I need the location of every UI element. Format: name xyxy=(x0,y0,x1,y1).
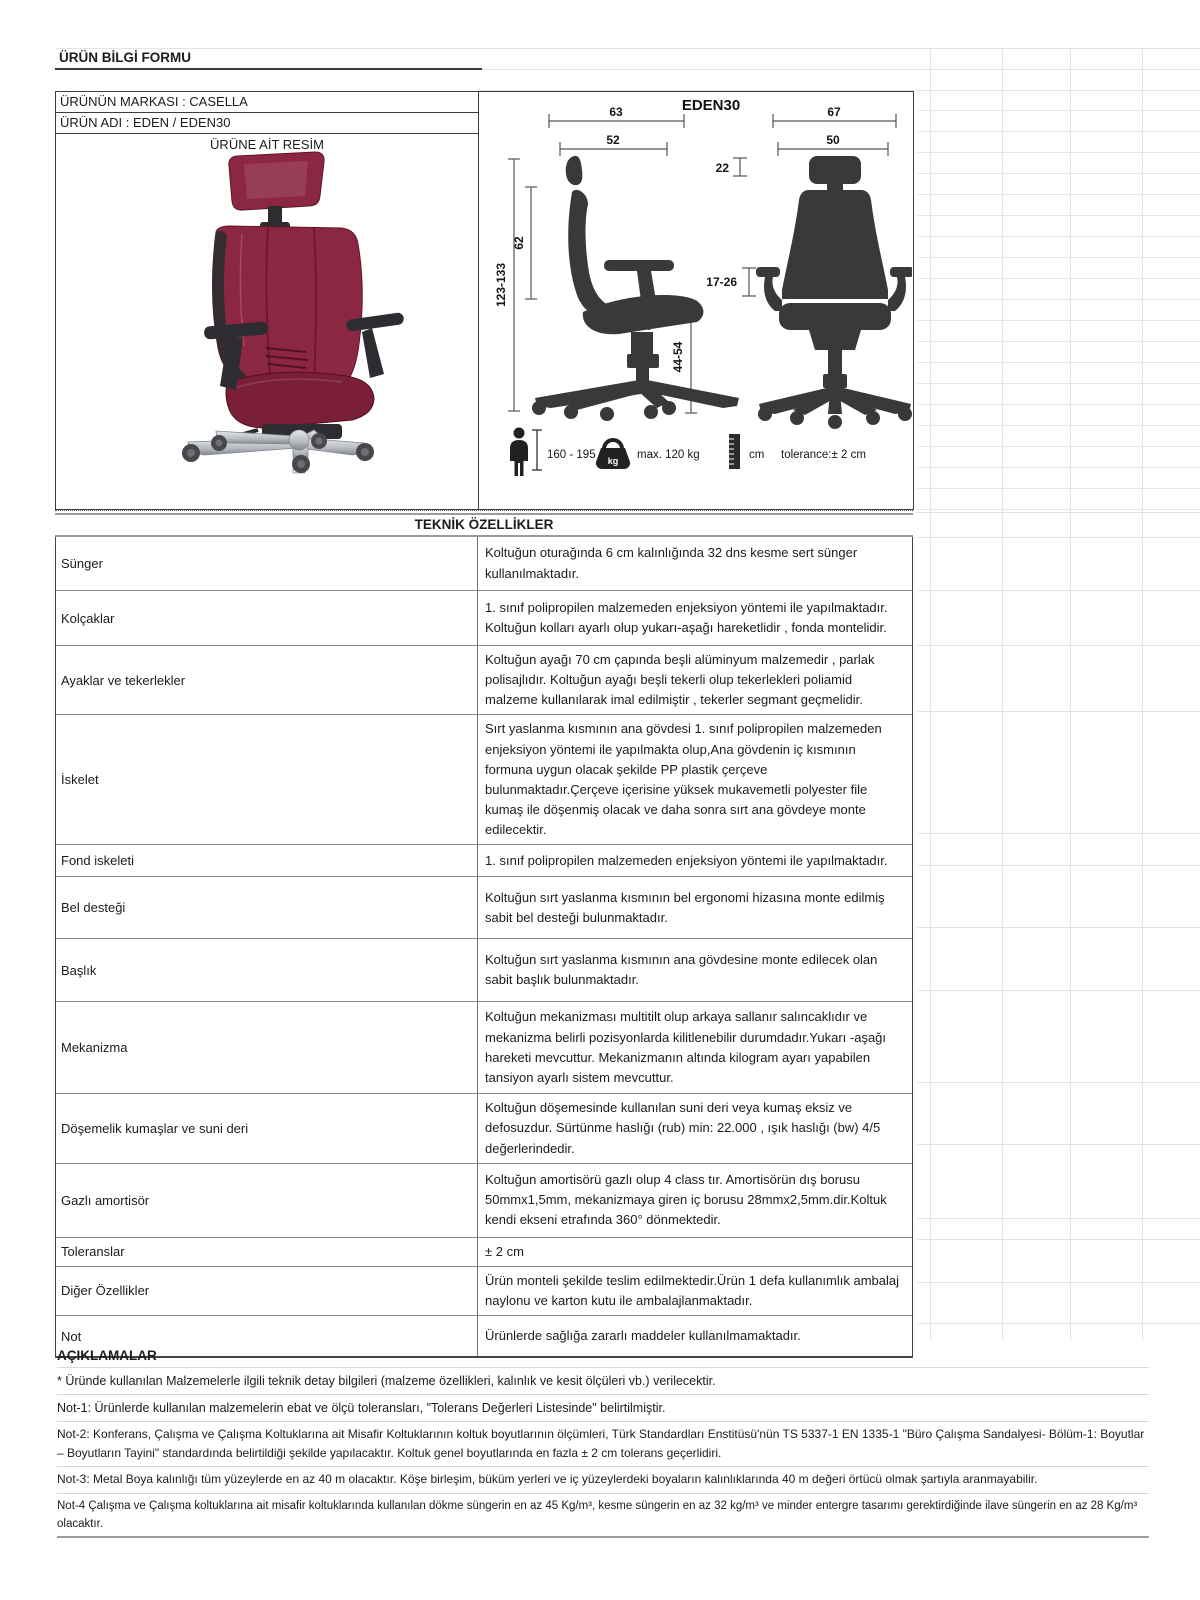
person-height-range: 160 - 195 xyxy=(546,449,596,461)
grid-line xyxy=(917,537,1200,538)
tolerance-label: tolerance:± 2 cm xyxy=(780,449,866,461)
notes-title: AÇIKLAMALAR xyxy=(57,1345,1149,1368)
weight-kg-label: kg xyxy=(607,456,618,466)
grid-line xyxy=(478,69,1200,70)
spec-value: Ürünlerde sağlığa zararlı maddeler kullanılmamaktadır. xyxy=(477,1316,912,1356)
spec-value: Koltuğun sırt yaslanma kısmının bel ergonomi hizasına monte edilmiş sabit bel desteği bulunmaktadır. xyxy=(477,877,912,938)
spec-label: Döşemelik kumaşlar ve suni deri xyxy=(61,1120,249,1136)
table-row xyxy=(56,1001,912,1093)
grid-line xyxy=(917,645,1200,646)
person-height-icon xyxy=(510,428,528,477)
dim-front-inner-width: 50 xyxy=(825,133,840,147)
spec-label: Gazlı amortisör xyxy=(61,1192,150,1208)
grid-line xyxy=(917,1323,1200,1324)
spec-value: Koltuğun ayağı 70 cm çapında beşli alüminyum malzemedir , parlak polisajlıdır. Koltuğun ayağı beşli tekerli olup tekerlekleri poliamid malzeme kullanılarak imal edilmiştir , tekerler segmant geçmelidir. xyxy=(477,646,912,714)
dim-side-inner-width: 52 xyxy=(605,133,620,147)
dim-armrest-height: 17-26 xyxy=(705,275,737,289)
form-title: ÜRÜN BİLGİ FORMU xyxy=(55,48,482,70)
grid-line xyxy=(917,865,1200,866)
spec-table xyxy=(55,513,913,1358)
seat-cushion xyxy=(226,372,374,428)
note-item: * Üründe kullanılan Malzemelerle ilgili teknik detay bilgileri (malzeme özellikleri, kalınlık ve kesit ölçüleri vb.) verilecektir. xyxy=(57,1368,1149,1395)
dim-front-outer-width: 67 xyxy=(826,105,841,119)
grid-line xyxy=(917,990,1200,991)
spec-value: Koltuğun sırt yaslanma kısmının ana gövdesine monte edilecek olan sabit başlık bulunmaktadır. xyxy=(477,939,912,1001)
spec-value: Koltuğun oturağında 6 cm kalınlığında 32 dns kesme sert sünger kullanılmaktadır. xyxy=(477,537,912,590)
spec-label: Bel desteği xyxy=(61,900,126,916)
dim-seat-height: 44-54 xyxy=(670,341,685,373)
table-row xyxy=(56,844,912,876)
image-caption: ÜRÜNE AİT RESİM xyxy=(210,137,324,152)
table-row xyxy=(56,1093,912,1162)
spec-label: Başlık xyxy=(61,962,97,978)
grid-area xyxy=(917,90,1200,511)
spec-value: Koltuğun döşemesinde kullanılan suni deri veya kumaş eksiz ve defosuzdur. Sürtünme haslığı (rub) min: 22.000 , ışık haslığı (bw) 4/5 değerlerindedir. xyxy=(477,1094,912,1162)
table-row xyxy=(56,590,912,645)
max-weight-label: max. 120 kg xyxy=(636,449,700,461)
grid-line xyxy=(1070,48,1071,1340)
table-row xyxy=(56,537,912,590)
dotted-separator xyxy=(55,510,913,511)
grid-line xyxy=(917,833,1200,834)
table-row xyxy=(56,1237,912,1266)
note-item: Not-2: Konferans, Çalışma ve Çalışma Koltuklarına ait Misafir Koltuklarının koltuk boyutlarının ölçümleri, Türk Standardları Enstitüsü'nün TS 5337-1 EN 1335-1 "Büro Çalışma Sandalyesi- Bölüm-1: Boyutlar – Boyutların Tayini" standardında belirtildiği şekilde yapılacaktır. Koltuk genel boyutlarında en fazla ± 2 cm tolerans geçerlidiri. xyxy=(57,1422,1149,1467)
spec-label: Mekanizma xyxy=(61,1040,128,1056)
front-view-silhouette xyxy=(756,156,912,429)
dimension-diagram-box xyxy=(478,91,914,510)
dimension-lines-horizontal xyxy=(549,114,896,156)
notes-section xyxy=(57,1345,1149,1538)
ruler-icon xyxy=(729,434,740,469)
spec-label: Ayaklar ve tekerlekler xyxy=(61,672,186,688)
table-row xyxy=(56,1266,912,1315)
spec-value: Koltuğun amortisörü gazlı olup 4 class tır. Amortisörün dış borusu 50mmx1,5mm, mekanizmaya giren iç borusu 28mmx2,5mm.dir.Koltuk kendi ekseni etrafında 360° dönmektedir. xyxy=(477,1164,912,1237)
grid-line xyxy=(917,1239,1200,1240)
grid-line xyxy=(917,512,1200,513)
spec-table-body xyxy=(55,537,913,1358)
person-height-line xyxy=(532,430,542,470)
note-item: Not-3: Metal Boya kalınlığı tüm yüzeylerde en az 40 m olacaktır. Köşe birleşim, büküm yerleri ve iç yüzeylerdeki boyaların kalınlıklarında 40 m değeri örtücü olmak şartıyla aranmayabilir. xyxy=(57,1467,1149,1493)
spec-value: 1. sınıf polipropilen malzemeden enjeksiyon yöntemi ile yapılmaktadır. xyxy=(477,845,912,876)
grid-line xyxy=(1142,48,1143,1340)
spec-value: Sırt yaslanma kısmının ana gövdesi 1. sınıf polipropilen malzemeden enjeksiyon yöntemi ile yapılmakta olup,Ana gövdenin iç kısmının formuna uygun olacak şekilde PP plastik çerçeve bulunmaktadır.Çerçeve içerisine yüksek mukavemetli polyester file kumaş ile döşenmiş olacak ve daha sonra sırt ana gövdeye monte edilecektir. xyxy=(477,715,912,844)
weight-icon xyxy=(595,440,629,469)
spec-value: ± 2 cm xyxy=(477,1238,912,1266)
dimension-diagram xyxy=(479,92,912,508)
dim-side-outer-width: 63 xyxy=(608,105,623,119)
product-name-row: ÜRÜN ADI : EDEN / EDEN30 xyxy=(55,112,479,134)
spec-value: Ürün monteli şekilde teslim edilmektedir.Ürün 1 defa kullanımlık ambalaj naylonu ve karton kutu ile ambalajlanmaktadır. xyxy=(477,1267,912,1315)
product-photo-chair xyxy=(116,142,446,474)
grid-line xyxy=(917,1282,1200,1283)
grid-line xyxy=(917,711,1200,712)
spec-table-title: TEKNİK ÖZELLİKLER xyxy=(55,513,913,537)
spec-value: 1. sınıf polipropilen malzemeden enjeksiyon yöntemi ile yapılmaktadır. Koltuğun kolları ayarlı olup yukarı-aşağı hareketlidir , fonda montelidir. xyxy=(477,591,912,645)
grid-line xyxy=(917,1082,1200,1083)
spec-label: Not xyxy=(61,1328,82,1344)
brand-row: ÜRÜNÜN MARKASI : CASELLA xyxy=(55,91,479,113)
table-row xyxy=(56,1163,912,1237)
dim-overall-height: 123-133 xyxy=(493,262,508,308)
legend-row xyxy=(510,428,866,477)
unit-label: cm xyxy=(748,449,764,461)
dim-back-height: 62 xyxy=(511,236,526,250)
grid-line xyxy=(917,927,1200,928)
table-row xyxy=(56,645,912,714)
grid-line xyxy=(1002,48,1003,1340)
spec-label: İskelet xyxy=(61,772,99,788)
table-row xyxy=(56,714,912,844)
model-label: EDEN30 xyxy=(681,97,740,114)
note-item: Not-4 Çalışma ve Çalışma koltuklarına ait misafir koltuklarında kullanılan dökme süngerin en az 45 Kg/m³, kesme süngerin en az 32 kg/m³ ve minder entergre tasarımı gerektirdiğinde ilave süngerin en az 28 Kg/m³ olacaktır. xyxy=(57,1494,1149,1539)
spec-label: Diğer Özellikler xyxy=(61,1283,150,1299)
grid-line xyxy=(930,48,931,1340)
grid-line xyxy=(917,1144,1200,1145)
table-row xyxy=(56,876,912,938)
grid-line xyxy=(917,1218,1200,1219)
headrest xyxy=(229,152,324,230)
product-image-box xyxy=(55,133,479,510)
spec-label: Sünger xyxy=(61,556,103,571)
grid-line xyxy=(917,590,1200,591)
dim-headrest-gap: 22 xyxy=(715,161,729,175)
spec-label: Fond iskeleti xyxy=(61,853,134,869)
spec-label: Toleranslar xyxy=(61,1244,125,1260)
spec-label: Kolçaklar xyxy=(61,610,115,626)
spec-value: Koltuğun mekanizması multitilt olup arkaya sallanır salıncaklıdır ve mekanizma belirli pozisyonlarda kilitlenebilir durumdadır.Yukarı -aşağı hareketi mevcuttur. Mekanizmanın altında kilogram ayarı yapabilen tansiyon ayarlı sistem mevcuttur. xyxy=(477,1002,912,1093)
table-row xyxy=(56,938,912,1001)
note-item: Not-1: Ürünlerde kullanılan malzemelerin ebat ve ölçü toleransları, "Tolerans Değerleri Listesinde" belirtilmiştir. xyxy=(57,1395,1149,1422)
